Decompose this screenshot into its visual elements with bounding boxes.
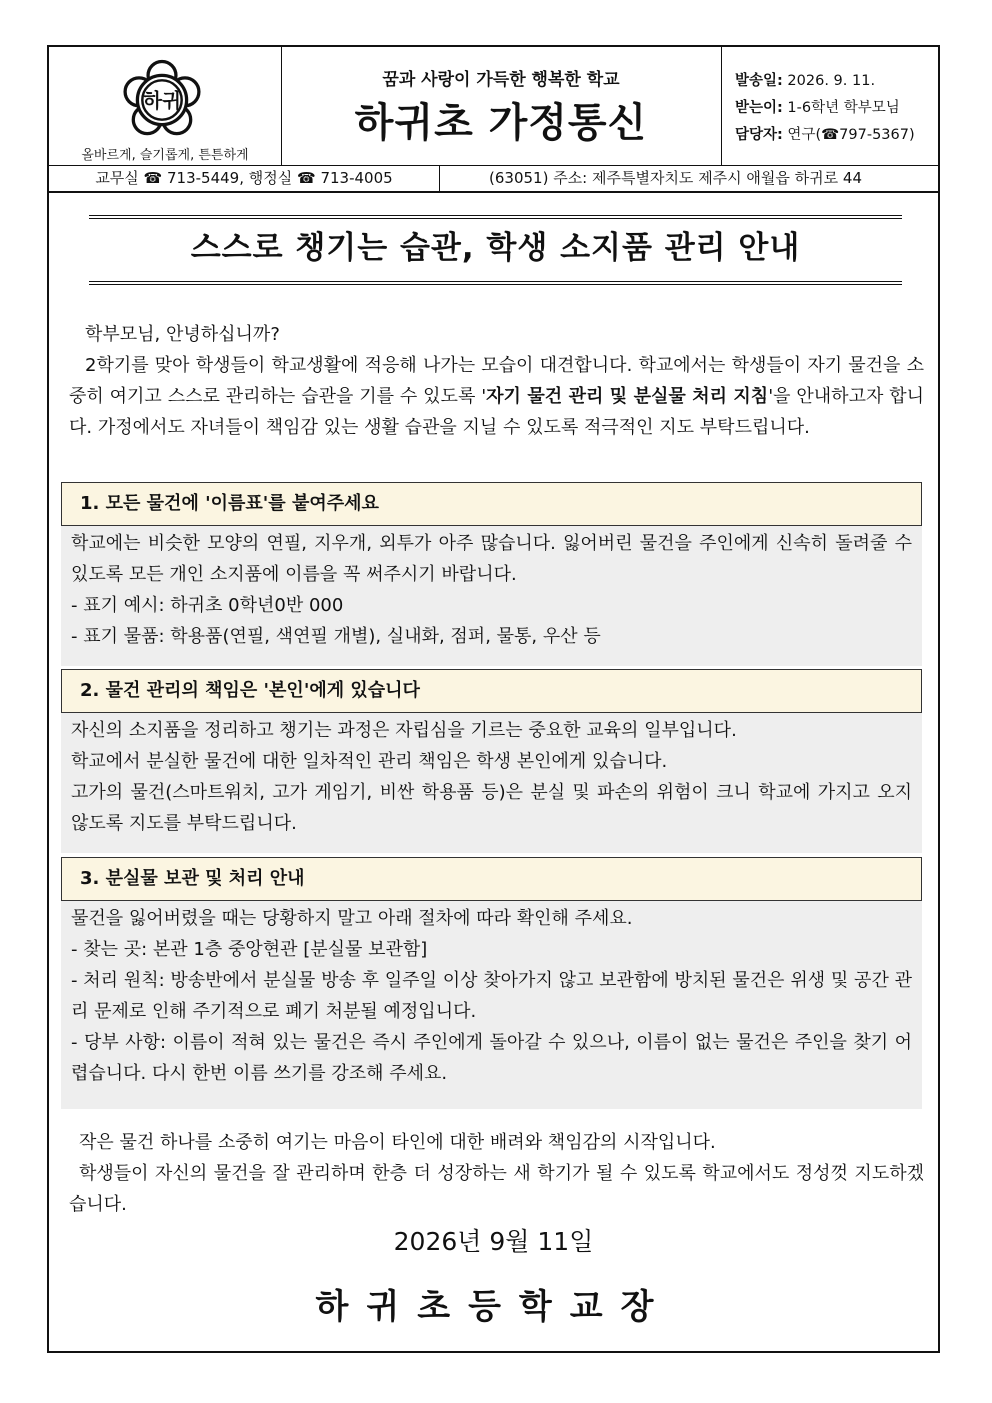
school-address: (63051) 주소: 제주특별자치도 제주시 애월읍 하귀로 44: [489, 169, 862, 187]
section-1-line: - 표기 예시: 하귀초 0학년0반 000: [71, 595, 344, 616]
sent-date: [735, 69, 875, 90]
section-2-line: 학교에서 분실한 물건에 대한 일차적인 관리 책임은 학생 본인에게 있습니다.: [71, 751, 668, 772]
recipient: [735, 96, 900, 117]
recipient-label: 받는이:: [735, 100, 783, 116]
intro-text: [69, 319, 924, 443]
section-2-line: 자신의 소지품을 정리하고 챙기는 과정은 자립심을 기르는 중요한 교육의 일부입니다.: [71, 720, 737, 741]
contact-person: [735, 123, 915, 144]
section-2-body: [61, 713, 922, 853]
intro-text-a: 2학기를 맞아 학생들이 학교생활에 적응해 나가는 모습이 대견합니다. 학교에서는 학생들이 자기 물건을 소중히 여기고 스스로 관리하는 습관을 기를 수 있도록 ': [69, 355, 924, 407]
emblem-text: 하귀: [142, 89, 182, 113]
logo-cell: [49, 47, 282, 165]
section-1-line: 학교에는 비슷한 모양의 연필, 지우개, 외투가 아주 많습니다. 잃어버린 물건을 주인에게 신속히 돌려줄 수 있도록 모든 개인 소지품에 이름을 꼭 써주시기 바랍니다.: [71, 533, 912, 585]
section-2-heading: 2. 물건 관리의 책임은 '본인'에게 있습니다: [61, 669, 922, 713]
meta-cell: [721, 47, 938, 165]
closing-text: [69, 1127, 924, 1220]
contact-row: [49, 165, 938, 193]
letterhead: [49, 47, 938, 166]
closing-line: 작은 물건 하나를 소중히 여기는 마음이 타인에 대한 배려와 책임감의 시작입니다.: [79, 1132, 716, 1153]
section-3-line: - 찾는 곳: 본관 1층 중앙현관 [분실물 보관함]: [71, 939, 428, 960]
issue-date: 2026년 9월 11일: [393, 1227, 594, 1256]
document-title-box: [89, 215, 902, 285]
closing-line: 학생들이 자신의 물건을 잘 관리하며 한층 더 성장하는 새 학기가 될 수 있도록 학교에서도 정성껏 지도하겠습니다.: [69, 1163, 924, 1215]
section-3-heading: 3. 분실물 보관 및 처리 안내: [61, 857, 922, 901]
section-1-body: [61, 526, 922, 666]
intro-text-b: '을 안내하고자 합니다. 가정에서도 자녀들이 책임감 있는 생활 습관을 지닐 수 있도록 적극적인 지도 부탁드립니다.: [69, 386, 925, 438]
section-3-line: - 처리 원칙: 방송반에서 분실물 방송 후 일주일 이상 찾아가지 않고 보관함에 방치된 물건은 위생 및 공간 관리 문제로 인해 주기적으로 폐기 처분될 예정입니다.: [71, 970, 912, 1022]
section-3-line: 물건을 잃어버렸을 때는 당황하지 말고 아래 절차에 따라 확인해 주세요.: [71, 908, 633, 929]
school-slogan: 꿈과 사랑이 가득한 행복한 학교: [382, 70, 620, 90]
contact-person-value: 연구(☎797-5367): [782, 127, 915, 143]
section-1-heading: 1. 모든 물건에 '이름표'를 붙여주세요: [61, 482, 922, 526]
section-1-line: - 표기 물품: 학용품(연필, 색연필 개별), 실내화, 점퍼, 물통, 우산 등: [71, 626, 601, 647]
document-title: 스스로 챙기는 습관, 학생 소지품 관리 안내: [190, 230, 801, 266]
intro-paragraph: [69, 350, 924, 443]
recipient-value: 1-6학년 학부모님: [782, 100, 900, 116]
principal-signature: 하귀초등학교장: [315, 1287, 672, 1327]
section-3-body: [61, 901, 922, 1109]
sent-date-label: 발송일:: [735, 73, 783, 89]
phone-numbers: 교무실 ☎ 713-5449, 행정실 ☎ 713-4005: [49, 165, 440, 191]
newsletter-title: 하귀초 가정통신: [354, 100, 648, 146]
school-motto: 올바르게, 슬기롭게, 튼튼하게: [81, 148, 249, 163]
school-emblem-icon: [121, 59, 203, 141]
section-3-line: - 당부 사항: 이름이 적혀 있는 물건은 즉시 주인에게 돌아갈 수 있으나, 이름이 없는 물건은 주인을 찾기 어렵습니다. 다시 한번 이름 쓰기를 강조해 주세요.: [71, 1032, 912, 1084]
intro-emphasis: 자기 물건 관리 및 분실물 처리 지침: [486, 386, 769, 407]
sent-date-value: 2026. 9. 11.: [782, 73, 876, 89]
greeting: 학부모님, 안녕하십니까?: [85, 324, 280, 345]
contact-person-label: 담당자:: [735, 127, 783, 143]
document-frame: [47, 45, 940, 1353]
section-2-line: 고가의 물건(스마트워치, 고가 게임기, 비싼 학용품 등)은 분실 및 파손의 위험이 크니 학교에 가지고 오지 않도록 지도를 부탁드립니다.: [71, 782, 912, 834]
title-cell: [281, 47, 722, 165]
